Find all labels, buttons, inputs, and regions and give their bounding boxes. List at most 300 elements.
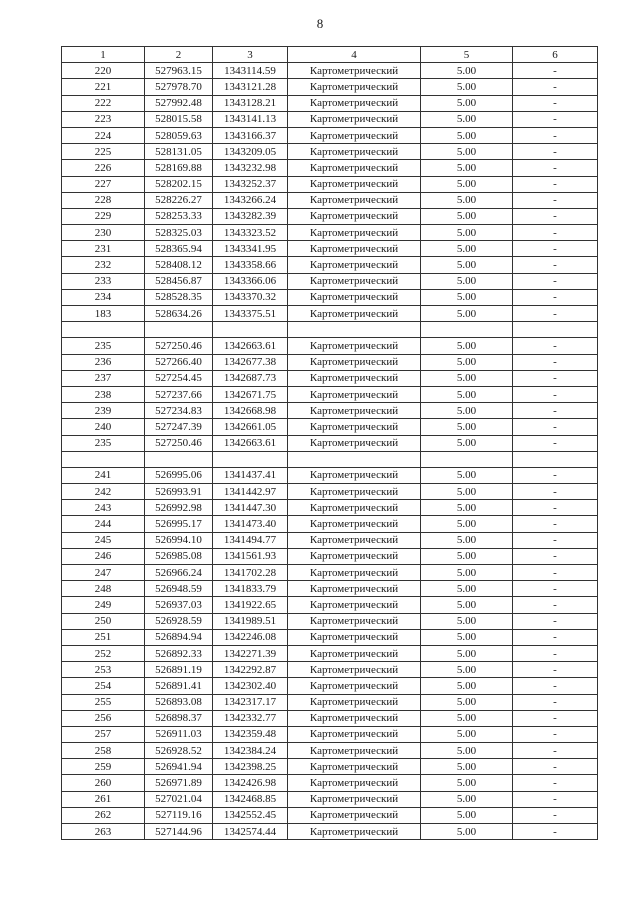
table-cell: 5.00 [421,192,513,208]
column-header: 5 [421,47,513,63]
table-cell: Картометрический [288,467,421,483]
table-cell: 250 [62,613,145,629]
table-row [62,662,598,678]
table-cell: Картометрический [288,79,421,95]
table-cell: Картометрический [288,775,421,791]
table-row [62,111,598,127]
table-cell: - [513,192,598,208]
table-cell: 526911.03 [145,726,213,742]
table-cell: Картометрический [288,338,421,354]
table-cell: 526941.94 [145,759,213,775]
column-header: 2 [145,47,213,63]
table-cell: 1341922.65 [213,597,288,613]
table-row [62,500,598,516]
table-cell: - [513,79,598,95]
table-cell [62,322,145,338]
table-cell: 5.00 [421,435,513,451]
table-cell: 5.00 [421,467,513,483]
table-row [62,548,598,564]
table-cell: 5.00 [421,710,513,726]
table-row [62,370,598,386]
table-cell: - [513,467,598,483]
table-cell: 5.00 [421,144,513,160]
table-cell: 5.00 [421,726,513,742]
table-cell: Картометрический [288,807,421,823]
table-cell: - [513,726,598,742]
table-cell: - [513,662,598,678]
table-cell: 1342663.61 [213,435,288,451]
table-cell: 1343366.06 [213,273,288,289]
table-cell: 261 [62,791,145,807]
table-row [62,597,598,613]
table-cell: 258 [62,743,145,759]
table-row [62,694,598,710]
table-cell: 232 [62,257,145,273]
table-cell: - [513,386,598,402]
table-cell: 244 [62,516,145,532]
table-row [62,192,598,208]
table-cell: 528202.15 [145,176,213,192]
table-cell: - [513,548,598,564]
table-cell: 252 [62,645,145,661]
table-cell: 5.00 [421,791,513,807]
table-cell: 255 [62,694,145,710]
table-cell: Картометрический [288,370,421,386]
coordinates-table [61,46,598,840]
table-cell: 1342677.38 [213,354,288,370]
table-row [62,386,598,402]
table-cell: Картометрический [288,824,421,840]
table-cell: 1342317.17 [213,694,288,710]
table-cell: Картометрический [288,759,421,775]
table-cell: - [513,241,598,257]
table-cell: 1343323.52 [213,225,288,241]
table-cell: 528131.05 [145,144,213,160]
table-cell: Картометрический [288,354,421,370]
table-cell: 5.00 [421,581,513,597]
table-cell: 5.00 [421,95,513,111]
table-cell: 527234.83 [145,403,213,419]
table-cell: Картометрический [288,743,421,759]
table-cell: 233 [62,273,145,289]
table-cell: - [513,160,598,176]
table-cell: 5.00 [421,824,513,840]
table-row [62,241,598,257]
table-cell [145,322,213,338]
table-cell: Картометрический [288,435,421,451]
table-row [62,127,598,143]
table-cell: 527144.96 [145,824,213,840]
table-row [62,759,598,775]
table-cell: 262 [62,807,145,823]
table-cell: 260 [62,775,145,791]
table-cell: 1341561.93 [213,548,288,564]
table-cell: 5.00 [421,241,513,257]
table-cell: Картометрический [288,629,421,645]
table-cell: 238 [62,386,145,402]
table-row [62,144,598,160]
table-cell: 220 [62,63,145,79]
table-cell: - [513,613,598,629]
table-cell: 526937.03 [145,597,213,613]
table-cell: 1342668.98 [213,403,288,419]
table-row [62,613,598,629]
table-cell: 1343358.66 [213,257,288,273]
table-cell: 5.00 [421,111,513,127]
table-cell: 228 [62,192,145,208]
table-cell: 528325.03 [145,225,213,241]
column-header: 3 [213,47,288,63]
table-cell: 1342687.73 [213,370,288,386]
table-cell: 526992.98 [145,500,213,516]
table-row [62,419,598,435]
table-cell: Картометрический [288,565,421,581]
table-cell: 183 [62,306,145,322]
table-row [62,743,598,759]
table-cell: - [513,370,598,386]
table-cell: 5.00 [421,306,513,322]
table-cell: 5.00 [421,63,513,79]
table-row [62,225,598,241]
table-row [62,629,598,645]
table-row [62,306,598,322]
table-cell: 257 [62,726,145,742]
table-cell: 5.00 [421,662,513,678]
table-cell: 1342359.48 [213,726,288,742]
table-cell: 1342661.05 [213,419,288,435]
table-cell: - [513,273,598,289]
table-cell: Картометрический [288,386,421,402]
table-cell: 5.00 [421,79,513,95]
table-cell: 5.00 [421,613,513,629]
table-cell: 528456.87 [145,273,213,289]
table-cell: 527963.15 [145,63,213,79]
table-header-row [62,47,598,63]
table-row [62,824,598,840]
table-cell: 526993.91 [145,484,213,500]
table-row [62,338,598,354]
table-cell: 249 [62,597,145,613]
table-cell: 221 [62,79,145,95]
table-row [62,451,598,467]
table-cell: 247 [62,565,145,581]
table-cell: 526994.10 [145,532,213,548]
table-row [62,678,598,694]
page-number: 8 [316,16,324,31]
table-row [62,257,598,273]
table-cell: 1342332.77 [213,710,288,726]
table-cell: 526892.33 [145,645,213,661]
table-cell: - [513,63,598,79]
table-cell: Картометрический [288,613,421,629]
table-cell [145,451,213,467]
table-row [62,807,598,823]
table-cell: 5.00 [421,273,513,289]
table-cell: 240 [62,419,145,435]
table-cell: 1341494.77 [213,532,288,548]
table-cell: 1342271.39 [213,645,288,661]
table-cell: 1342384.24 [213,743,288,759]
table-cell: 246 [62,548,145,564]
column-header: 6 [513,47,598,63]
table-cell: Картометрический [288,694,421,710]
table-cell: 5.00 [421,629,513,645]
table-row [62,95,598,111]
table-cell: 1343141.13 [213,111,288,127]
table-row [62,484,598,500]
table-cell: - [513,581,598,597]
table-row [62,63,598,79]
table-row [62,208,598,224]
table-cell: - [513,289,598,305]
table-cell: Картометрический [288,63,421,79]
table-cell: - [513,597,598,613]
table-cell: 5.00 [421,694,513,710]
table-cell: 1342552.45 [213,807,288,823]
table-cell: 527247.39 [145,419,213,435]
table-cell: - [513,807,598,823]
table-row [62,176,598,192]
table-cell: 528365.94 [145,241,213,257]
table-cell: - [513,111,598,127]
table-cell: Картометрический [288,645,421,661]
table-cell: 5.00 [421,500,513,516]
table-cell: 5.00 [421,597,513,613]
table-cell: 1343341.95 [213,241,288,257]
table-cell: 5.00 [421,678,513,694]
table-cell: - [513,743,598,759]
table-cell: Картометрический [288,111,421,127]
table-cell: Картометрический [288,500,421,516]
table-cell: 527021.04 [145,791,213,807]
table-cell: 1342426.98 [213,775,288,791]
table-cell: 226 [62,160,145,176]
table-cell: 5.00 [421,257,513,273]
table-cell: - [513,419,598,435]
table-cell: Картометрический [288,273,421,289]
table-cell [513,451,598,467]
table-cell: - [513,532,598,548]
table-row [62,645,598,661]
table-cell: 526985.08 [145,548,213,564]
table-cell: 239 [62,403,145,419]
table-cell: 1342398.25 [213,759,288,775]
table-cell: 528408.12 [145,257,213,273]
table-cell: 1343114.59 [213,63,288,79]
table-cell: 235 [62,435,145,451]
table-cell: - [513,824,598,840]
table-cell: 243 [62,500,145,516]
table-cell: 5.00 [421,289,513,305]
table-cell: 5.00 [421,565,513,581]
table-cell: 1341989.51 [213,613,288,629]
table-cell: 1343166.37 [213,127,288,143]
table-row [62,273,598,289]
table-cell: 1343266.24 [213,192,288,208]
table-cell: 526948.59 [145,581,213,597]
table-cell: - [513,775,598,791]
table-cell: 1341833.79 [213,581,288,597]
table-cell: - [513,516,598,532]
table-cell: Картометрический [288,532,421,548]
table-cell: 1343209.05 [213,144,288,160]
table-cell: - [513,144,598,160]
table-cell: - [513,208,598,224]
table-cell: Картометрический [288,726,421,742]
table-row [62,435,598,451]
table-cell: 526971.89 [145,775,213,791]
table-cell: 1341473.40 [213,516,288,532]
table-cell: 245 [62,532,145,548]
table-cell: 248 [62,581,145,597]
table-cell [213,322,288,338]
table-cell: 1342574.44 [213,824,288,840]
table-cell: 1342302.40 [213,678,288,694]
table-cell: 235 [62,338,145,354]
table-cell: Картометрический [288,548,421,564]
table-cell: 528169.88 [145,160,213,176]
table-cell: Картометрический [288,516,421,532]
table-cell [62,451,145,467]
table-cell: 5.00 [421,645,513,661]
table-row [62,581,598,597]
table-cell: 526995.06 [145,467,213,483]
table-cell: 5.00 [421,532,513,548]
table-cell: - [513,225,598,241]
table-row [62,322,598,338]
table-cell: Картометрический [288,306,421,322]
table-row [62,775,598,791]
table-cell: 227 [62,176,145,192]
table-cell: 1342468.85 [213,791,288,807]
table-cell: - [513,710,598,726]
table-cell [288,451,421,467]
table-cell: 1341447.30 [213,500,288,516]
table-row [62,565,598,581]
table-cell: 528253.33 [145,208,213,224]
table-cell: 526893.08 [145,694,213,710]
table-cell [421,451,513,467]
table-cell: - [513,645,598,661]
table-cell: - [513,257,598,273]
table-cell: Картометрический [288,289,421,305]
table-cell: 527237.66 [145,386,213,402]
table-cell: - [513,354,598,370]
table-row [62,403,598,419]
table-cell: 234 [62,289,145,305]
table-cell: 526898.37 [145,710,213,726]
table-cell: Картометрический [288,581,421,597]
table-cell: - [513,694,598,710]
table-cell: Картометрический [288,144,421,160]
table-row [62,532,598,548]
table-cell: 237 [62,370,145,386]
table-cell: 1342292.87 [213,662,288,678]
table-cell: Картометрический [288,710,421,726]
table-cell [213,451,288,467]
table-cell: 251 [62,629,145,645]
table-cell: Картометрический [288,127,421,143]
table-cell: 526894.94 [145,629,213,645]
table-cell: 224 [62,127,145,143]
table-row [62,726,598,742]
table-cell [421,322,513,338]
table-cell: 230 [62,225,145,241]
table-cell: Картометрический [288,95,421,111]
table-cell: - [513,500,598,516]
table-cell: 5.00 [421,370,513,386]
table-cell: 1342663.61 [213,338,288,354]
table-row [62,791,598,807]
table-cell: 5.00 [421,208,513,224]
table-cell: 5.00 [421,160,513,176]
table-cell: 1342671.75 [213,386,288,402]
table-cell: - [513,176,598,192]
table-cell: 223 [62,111,145,127]
table-cell: 5.00 [421,807,513,823]
table-cell: 1343282.39 [213,208,288,224]
table-cell: Картометрический [288,419,421,435]
table-cell: - [513,127,598,143]
table-row [62,354,598,370]
table-row [62,160,598,176]
table-cell [288,322,421,338]
table-cell: Картометрический [288,403,421,419]
table-cell: Картометрический [288,192,421,208]
table-row [62,516,598,532]
table-cell: 528528.35 [145,289,213,305]
table-cell: 527992.48 [145,95,213,111]
table-cell: 528226.27 [145,192,213,208]
table-cell: 1343370.32 [213,289,288,305]
table-cell: 5.00 [421,386,513,402]
table-cell: Картометрический [288,176,421,192]
table-cell: 527254.45 [145,370,213,386]
table-cell: - [513,759,598,775]
table-cell: 253 [62,662,145,678]
table-cell: 527119.16 [145,807,213,823]
table-cell: 526928.59 [145,613,213,629]
table-cell: Картометрический [288,160,421,176]
table-cell: 5.00 [421,775,513,791]
table-cell: 259 [62,759,145,775]
table-cell: 528634.26 [145,306,213,322]
table-cell: 254 [62,678,145,694]
table-body [62,63,598,840]
table-cell: 5.00 [421,338,513,354]
table-cell: 1342246.08 [213,629,288,645]
table-cell: - [513,678,598,694]
table-cell: 526891.41 [145,678,213,694]
table-cell: 5.00 [421,548,513,564]
table-cell: 1343375.51 [213,306,288,322]
table-cell: 236 [62,354,145,370]
table-cell: 527250.46 [145,435,213,451]
table-cell: 229 [62,208,145,224]
table-cell: Картометрический [288,597,421,613]
table-cell: 526966.24 [145,565,213,581]
table-cell: Картометрический [288,662,421,678]
table-row [62,467,598,483]
table-cell: 527978.70 [145,79,213,95]
table-cell: Картометрический [288,791,421,807]
table-cell: 5.00 [421,403,513,419]
table-cell: 256 [62,710,145,726]
column-header: 1 [62,47,145,63]
table-cell: - [513,338,598,354]
table-cell: 241 [62,467,145,483]
table-cell: Картометрический [288,678,421,694]
